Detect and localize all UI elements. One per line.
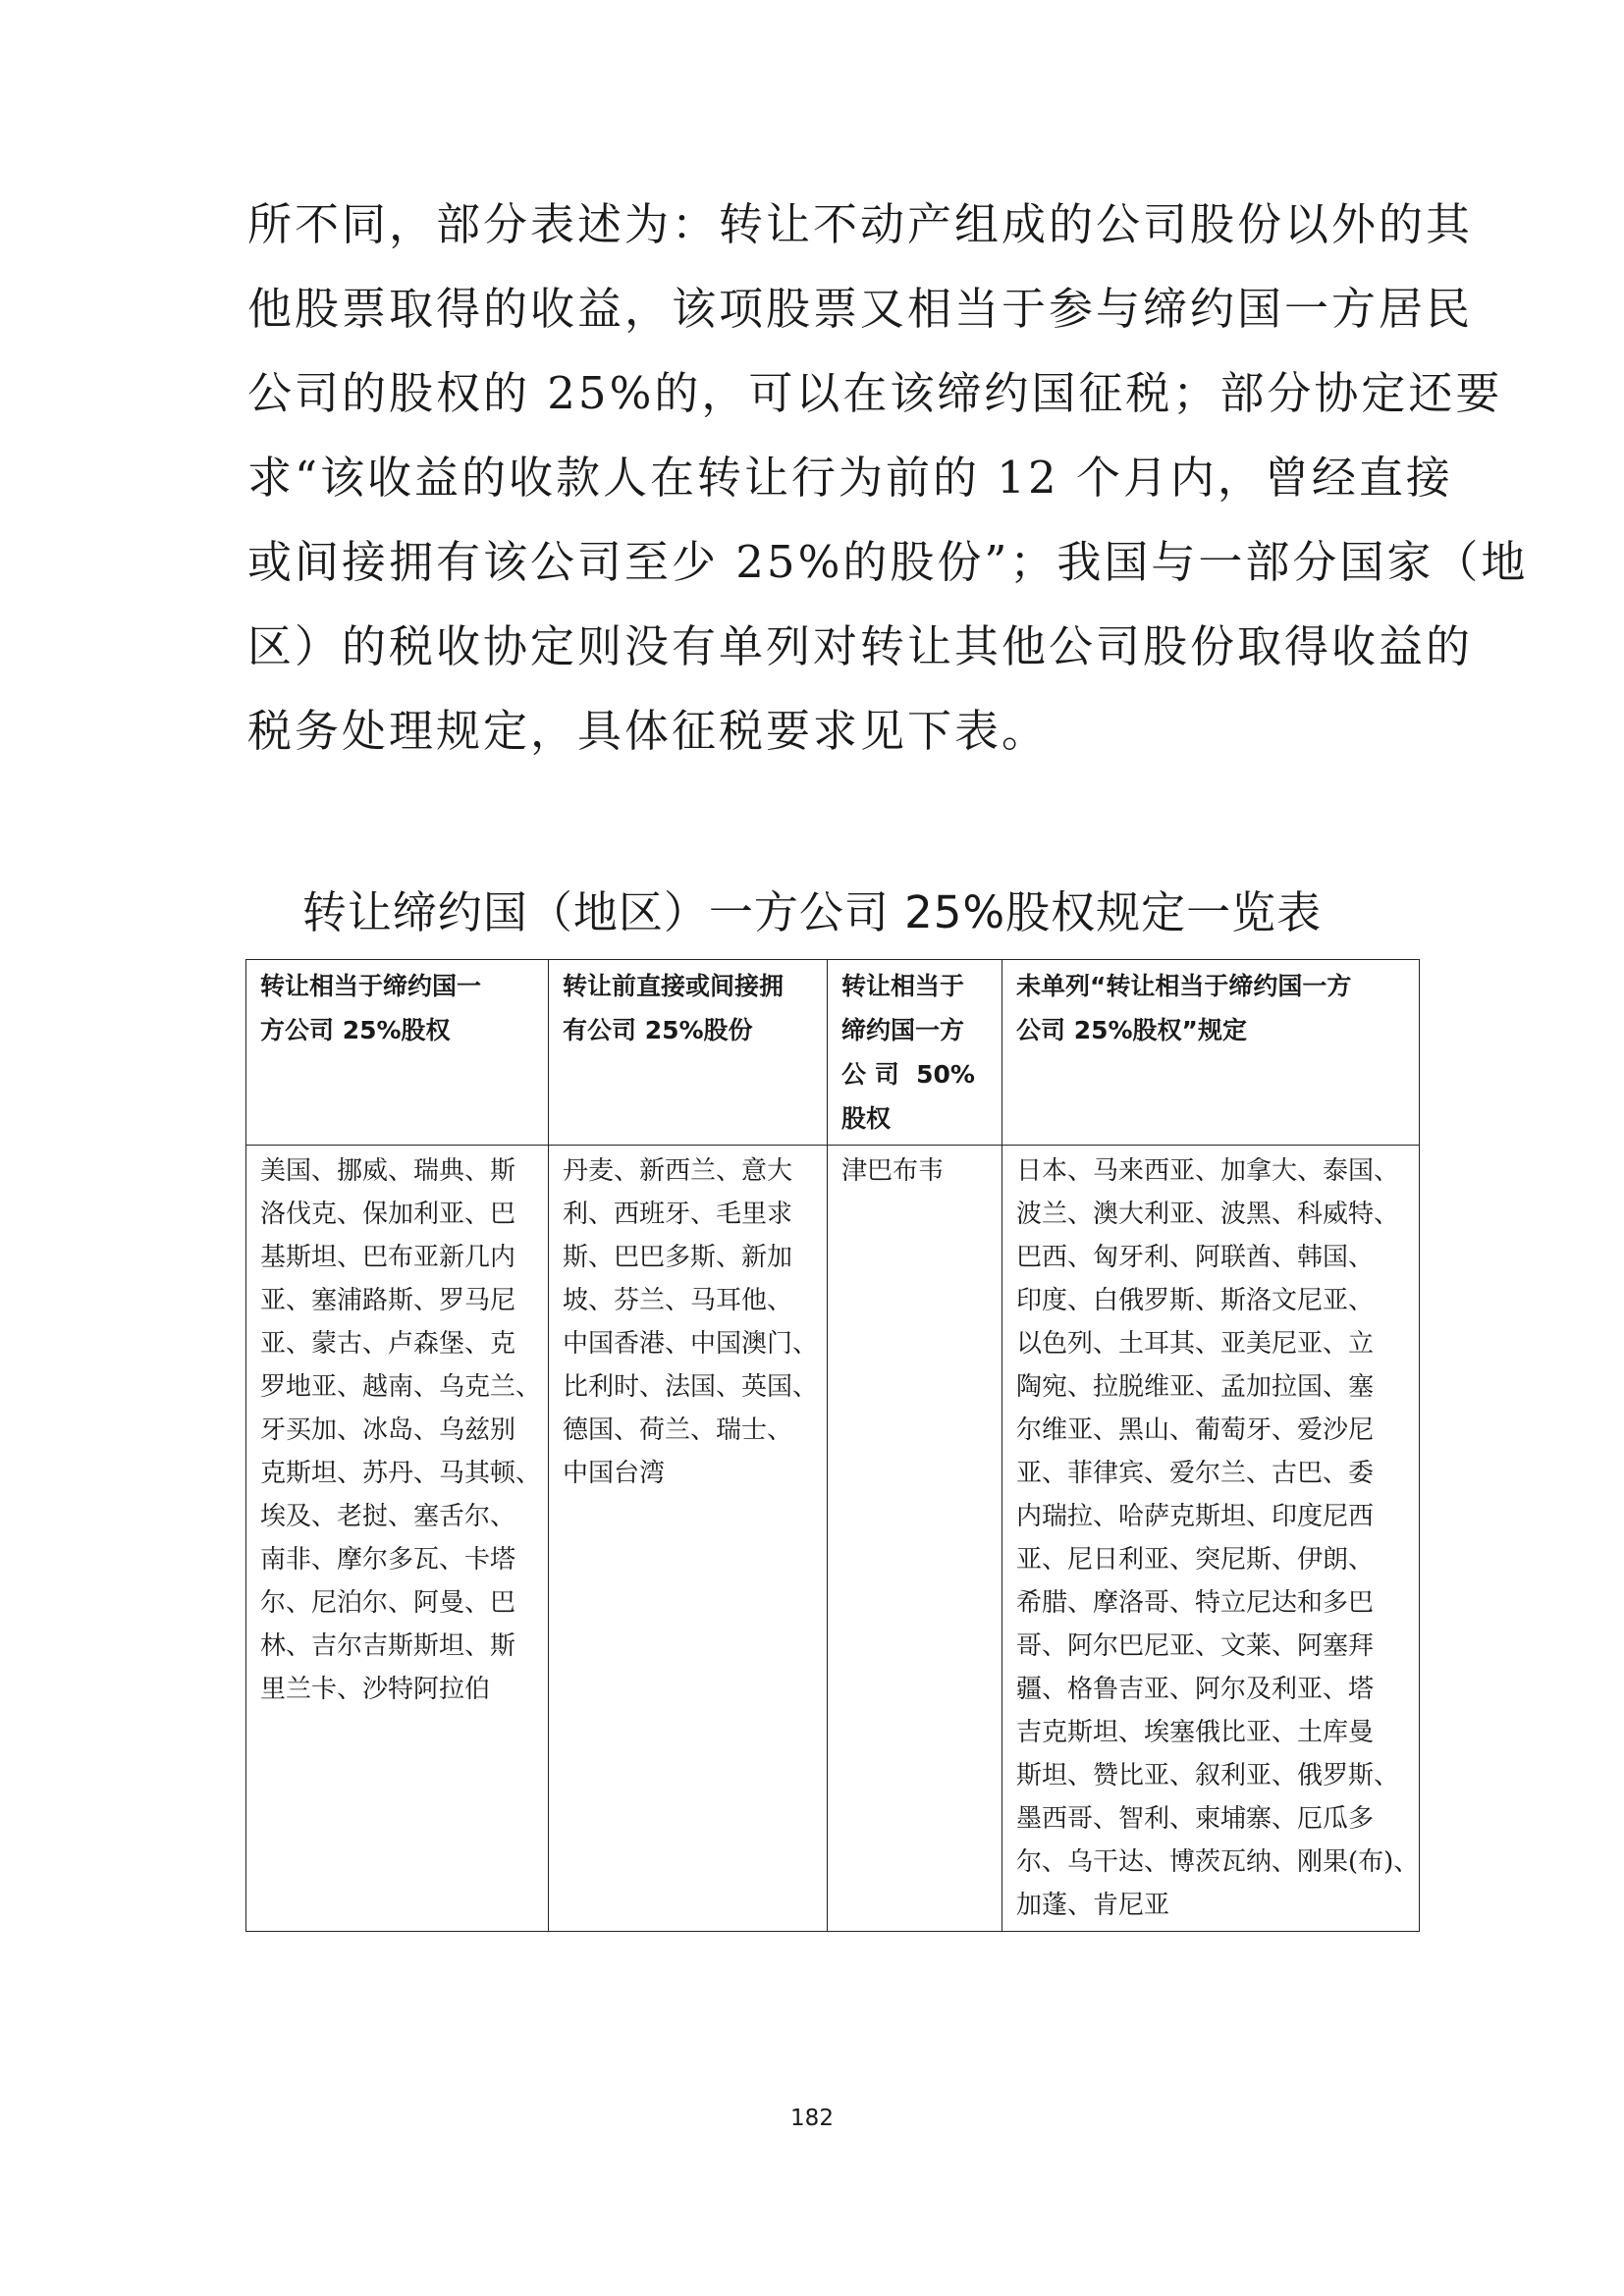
cell-line: 克斯坦、苏丹、马其顿、: [260, 1459, 542, 1488]
cell-line: 内瑞拉、哈萨克斯坦、印度尼西: [1016, 1502, 1375, 1531]
cell-line: 尔、乌干达、博茨瓦纳、刚果(布)、: [1016, 1847, 1420, 1877]
cell-line: 丹麦、新西兰、意大: [563, 1156, 793, 1186]
countries-cell-50pct-equity: [828, 1146, 1002, 1932]
header-line: 缔约国一方: [841, 1016, 965, 1044]
header-line: 公司 25%股权”规定: [1016, 1016, 1247, 1044]
cell-line: 美国、挪威、瑞典、斯: [260, 1156, 516, 1186]
paragraph-line: 他股票取得的收益，该项股票又相当于参与缔约国一方居民: [247, 283, 1474, 335]
table-row: [246, 1146, 1420, 1932]
cell-line: 基斯坦、巴布亚新几内: [260, 1243, 516, 1272]
paragraph-line: 所不同，部分表述为：转让不动产组成的公司股份以外的其: [247, 198, 1474, 250]
cell-line: 林、吉尔吉斯斯坦、斯: [260, 1631, 516, 1661]
cell-line: 墨西哥、智利、柬埔寨、厄瓜多: [1016, 1804, 1375, 1834]
header-line: 转让相当于缔约国一: [260, 972, 482, 1000]
cell-line: 埃及、老挝、塞舌尔、: [260, 1502, 516, 1531]
cell-line: 哥、阿尔巴尼亚、文莱、阿塞拜: [1016, 1631, 1375, 1661]
header-cell-25pct-shares: [549, 960, 828, 1146]
cell-line: 德国、荷兰、瑞士、: [563, 1415, 793, 1445]
header-line: 股权: [841, 1104, 892, 1133]
cell-line: 中国香港、中国澳门、: [563, 1329, 819, 1359]
header-line: 转让相当于: [841, 972, 965, 1000]
cell-line: 尔维亚、黑山、葡萄牙、爱沙尼: [1016, 1415, 1375, 1445]
cell-line: 利、西班牙、毛里求: [563, 1200, 793, 1229]
header-line: 公 司 50%: [841, 1060, 975, 1089]
cell-line: 牙买加、冰岛、乌兹别: [260, 1415, 516, 1445]
cell-line: 比利时、法国、英国、: [563, 1372, 819, 1402]
body-paragraph: [247, 183, 1529, 774]
cell-line: 亚、尼日利亚、突尼斯、伊朗、: [1016, 1545, 1375, 1575]
header-line: 方公司 25%股权: [260, 1016, 451, 1044]
cell-line: 日本、马来西亚、加拿大、泰国、: [1016, 1156, 1400, 1186]
paragraph-line: 或间接拥有该公司至少 25%的股份”；我国与一部分国家（地: [247, 536, 1529, 588]
cell-line: 亚、菲律宾、爱尔兰、古巴、委: [1016, 1459, 1375, 1488]
cell-line: 津巴布韦: [841, 1156, 945, 1186]
table-header-row: [246, 960, 1420, 1146]
cell-line: 坡、芬兰、马耳他、: [563, 1286, 793, 1315]
page-number: 182: [790, 2106, 834, 2131]
cell-line: 中国台湾: [563, 1459, 666, 1488]
cell-line: 波兰、澳大利亚、波黑、科威特、: [1016, 1200, 1400, 1229]
cell-line: 斯坦、赞比亚、叙利亚、俄罗斯、: [1016, 1761, 1400, 1790]
countries-cell-not-listed: [1002, 1146, 1420, 1932]
header-line: 有公司 25%股份: [563, 1016, 753, 1044]
cell-line: 以色列、土耳其、亚美尼亚、立: [1016, 1329, 1375, 1359]
treaty-table: [245, 959, 1420, 1932]
cell-line: 斯、巴巴多斯、新加: [563, 1243, 793, 1272]
cell-line: 南非、摩尔多瓦、卡塔: [260, 1545, 516, 1575]
cell-line: 罗地亚、越南、乌克兰、: [260, 1372, 542, 1402]
cell-line: 陶宛、拉脱维亚、孟加拉国、塞: [1016, 1372, 1375, 1402]
header-cell-25pct-equity: [246, 960, 549, 1146]
countries-cell-25pct-equity: [246, 1146, 549, 1932]
paragraph-line: 公司的股权的 25%的，可以在该缔约国征税；部分协定还要: [247, 367, 1503, 419]
cell-line: 疆、格鲁吉亚、阿尔及利亚、塔: [1016, 1675, 1375, 1704]
header-line: 未单列“转让相当于缔约国一方: [1016, 972, 1352, 1000]
cell-line: 亚、塞浦路斯、罗马尼: [260, 1286, 516, 1315]
cell-line: 里兰卡、沙特阿拉伯: [260, 1675, 491, 1704]
cell-line: 巴西、匈牙利、阿联酋、韩国、: [1016, 1243, 1375, 1272]
header-line: 转让前直接或间接拥: [563, 972, 785, 1000]
countries-cell-25pct-shares: [549, 1146, 828, 1932]
cell-line: 吉克斯坦、埃塞俄比亚、土库曼: [1016, 1718, 1375, 1747]
cell-line: 印度、白俄罗斯、斯洛文尼亚、: [1016, 1286, 1375, 1315]
cell-line: 洛伐克、保加利亚、巴: [260, 1200, 516, 1229]
table-title: 转让缔约国（地区）一方公司 25%股权规定一览表: [301, 886, 1323, 938]
cell-line: 加蓬、肯尼亚: [1016, 1891, 1170, 1920]
header-cell-50pct-equity: [828, 960, 1002, 1146]
paragraph-line: 税务处理规定，具体征税要求见下表。: [247, 705, 1050, 757]
header-cell-not-listed: [1002, 960, 1420, 1146]
paragraph-line: 区）的税收协定则没有单列对转让其他公司股份取得收益的: [247, 620, 1474, 672]
cell-line: 希腊、摩洛哥、特立尼达和多巴: [1016, 1588, 1375, 1618]
cell-line: 亚、蒙古、卢森堡、克: [260, 1329, 516, 1359]
cell-line: 尔、尼泊尔、阿曼、巴: [260, 1588, 516, 1618]
paragraph-line: 求“该收益的收款人在转让行为前的 12 个月内，曾经直接: [247, 452, 1453, 504]
